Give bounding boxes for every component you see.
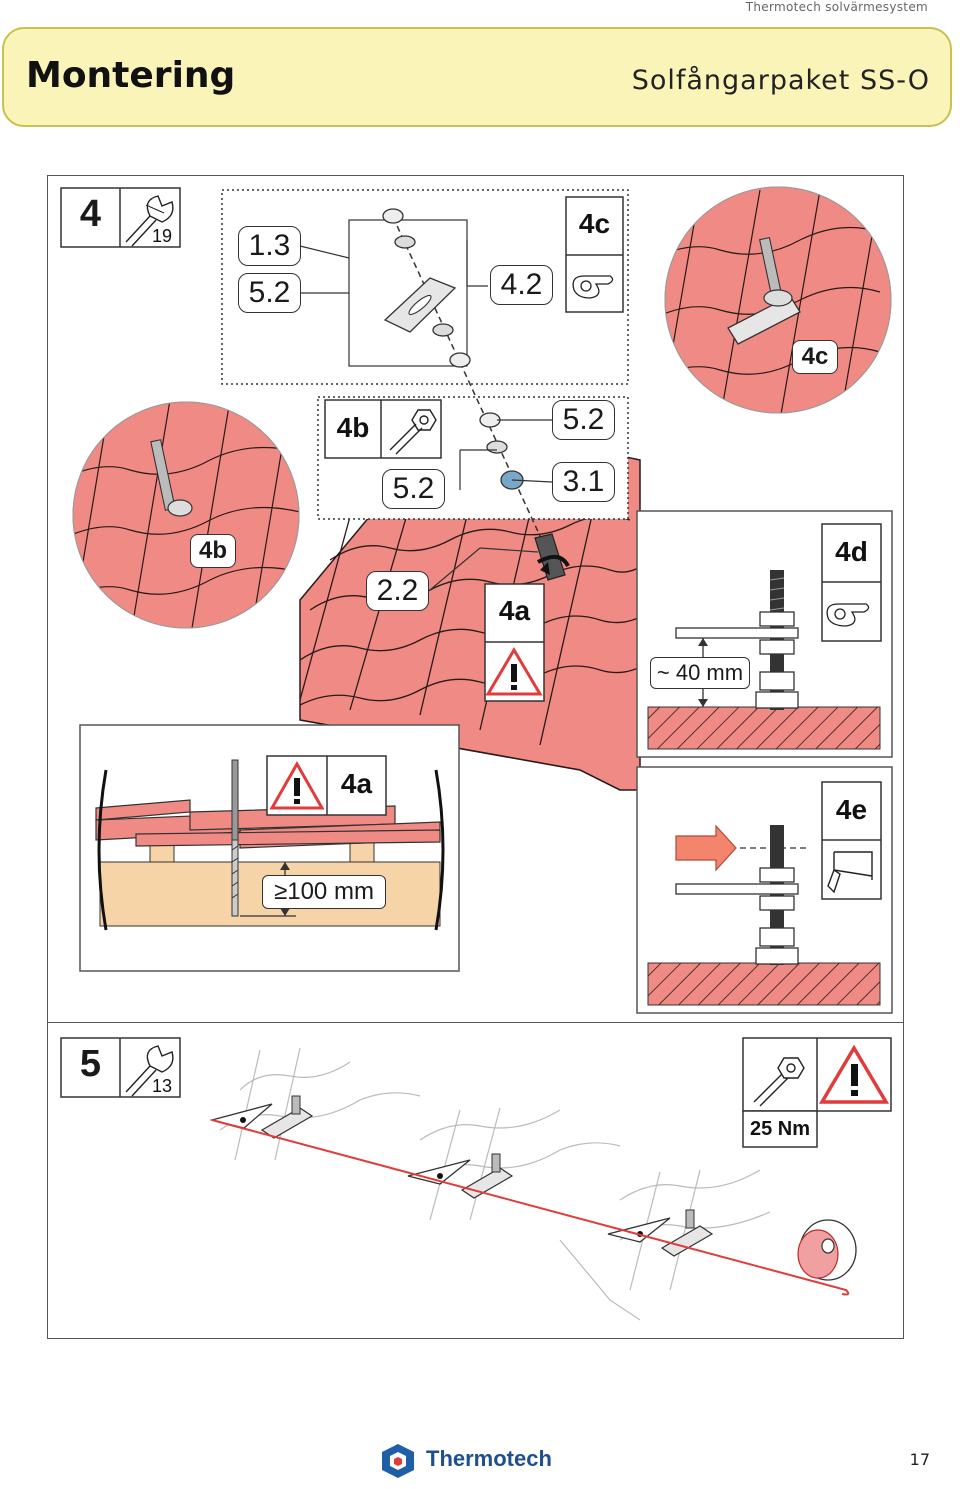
label-4e: 4e [835, 794, 868, 825]
detail-circle-4b [60, 398, 308, 640]
label-4b-circle: 4b [190, 534, 236, 568]
bracket-1 [212, 1096, 312, 1138]
thermotech-logo [382, 1440, 582, 1485]
part-label-5-2-b: 5.2 [552, 400, 615, 440]
label-4a-section: 4a [340, 768, 373, 799]
page-number: 17 [909, 1450, 930, 1469]
page-subtitle: Solfångarpaket SS-O [631, 65, 930, 96]
label-4d: 4d [835, 536, 868, 567]
logo-text: Thermotech [426, 1446, 552, 1471]
step4-number: 4 [79, 193, 102, 235]
string-spool-icon [798, 1220, 856, 1280]
page-title: Montering [26, 55, 236, 96]
label-4b-box: 4b [336, 412, 370, 443]
step5-wrench-size: 13 [152, 1076, 173, 1096]
label-4c-circle: 4c [792, 340, 838, 374]
part-label-4-2: 4.2 [490, 265, 553, 305]
distance-100mm: ≥100 mm [262, 875, 386, 909]
detail-circle-4c [650, 180, 900, 420]
part-label-3-1: 3.1 [552, 462, 615, 502]
brand-header: Thermotech solvärmesystem [745, 0, 928, 14]
distance-40mm: ~ 40 mm [650, 657, 750, 689]
part-label-1-3: 1.3 [238, 226, 301, 266]
label-4a-roof: 4a [498, 595, 531, 626]
part-label-2-2: 2.2 [366, 571, 429, 611]
step5-number: 5 [79, 1043, 102, 1085]
label-4c-box: 4c [578, 208, 611, 239]
part-label-5-2-a: 5.2 [238, 273, 301, 313]
part-label-5-2-c: 5.2 [382, 469, 445, 509]
step4-wrench-size: 19 [152, 226, 173, 246]
torque-value: 25 Nm [749, 1118, 811, 1140]
